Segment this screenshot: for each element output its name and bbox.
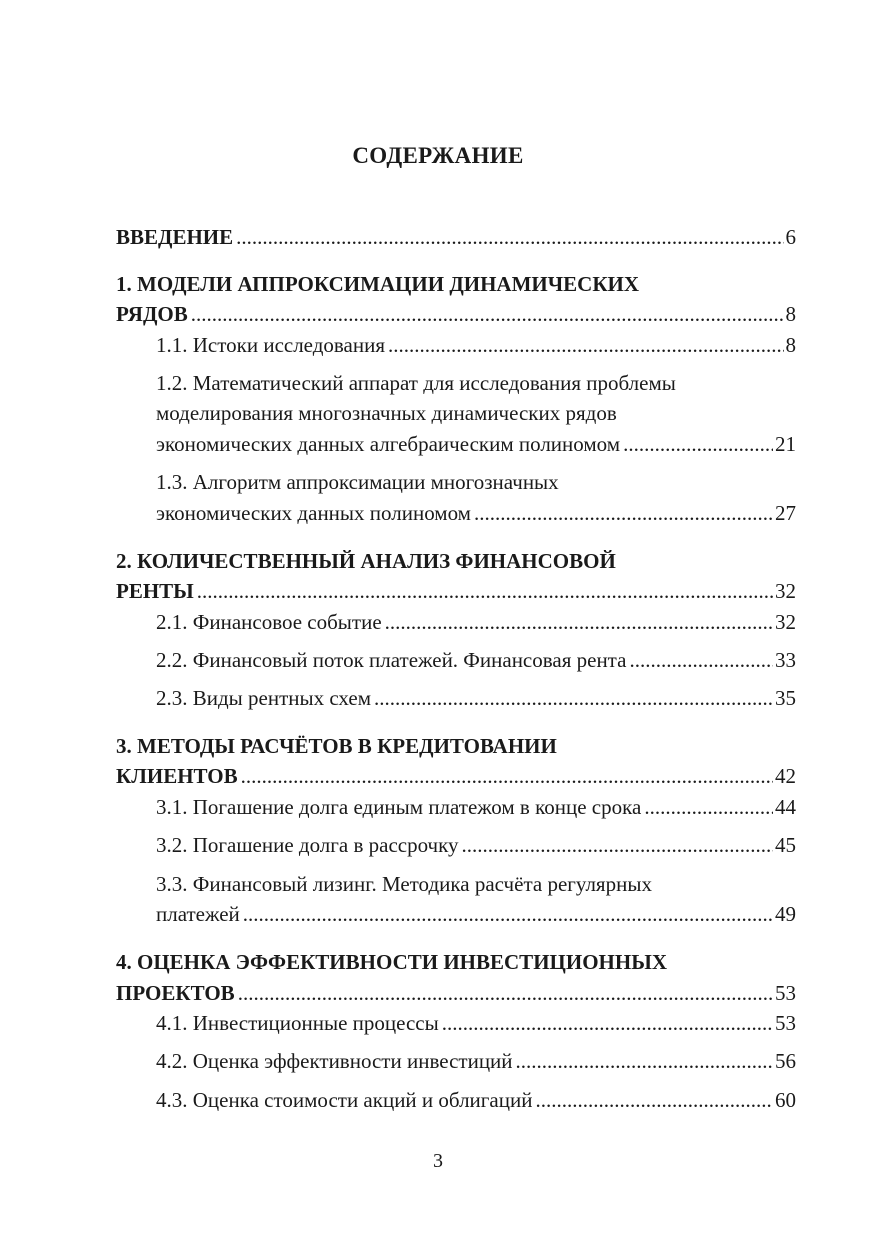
toc-entry-4-1	[156, 1008, 796, 1038]
toc-entry-label: 3.3. Финансовый лизинг. Методика расчёта регулярных	[156, 872, 652, 896]
dot-leader	[623, 429, 773, 459]
toc-section-label: 1. МОДЕЛИ АППРОКСИМАЦИИ ДИНАМИЧЕСКИХ	[116, 272, 640, 296]
toc-entry-1-2-cont2	[156, 429, 796, 459]
toc-entry-2-2	[156, 645, 796, 675]
dot-leader	[516, 1046, 773, 1076]
toc-section-3-heading-cont	[116, 761, 796, 791]
toc-page-number: 8	[785, 302, 796, 326]
toc-page-number: 44	[775, 795, 796, 819]
dot-leader	[241, 761, 773, 791]
toc-entry-label: моделирования многозначных динамических рядов	[156, 401, 617, 425]
toc-entry-introduction	[116, 222, 796, 252]
dot-leader	[388, 330, 783, 360]
toc-page-number: 21	[775, 432, 796, 456]
dot-leader	[629, 645, 773, 675]
toc-entry-label: 1.3. Алгоритм аппроксимации многозначных	[156, 470, 559, 494]
toc-entry-label: экономических данных алгебраическим полиномом	[156, 432, 621, 456]
dot-leader	[236, 222, 783, 252]
toc-section-1-heading	[116, 269, 796, 299]
dot-leader	[243, 899, 773, 929]
toc-page-number: 32	[775, 579, 796, 603]
dot-leader	[535, 1085, 773, 1115]
toc-entry-1-2	[156, 368, 796, 398]
toc-entry-label: 2.2. Финансовый поток платежей. Финансовая рента	[156, 648, 627, 672]
toc-entry-1-3-cont	[156, 498, 796, 528]
toc-entry-2-1	[156, 607, 796, 637]
toc-section-1-heading-cont	[116, 299, 796, 329]
toc-entry-3-3	[156, 869, 796, 899]
toc-page-number: 53	[775, 1011, 796, 1035]
toc-section-4-heading-cont	[116, 978, 796, 1008]
toc-page-number: 49	[775, 902, 796, 926]
toc-entry-label: 1.1. Истоки исследования	[156, 333, 386, 357]
dot-leader	[462, 830, 773, 860]
toc-entry-label: 2.3. Виды рентных схем	[156, 686, 372, 710]
toc-entry-2-3	[156, 683, 796, 713]
dot-leader	[474, 498, 773, 528]
toc-section-label: 2. КОЛИЧЕСТВЕННЫЙ АНАЛИЗ ФИНАНСОВОЙ	[116, 549, 616, 573]
toc-page-number: 60	[775, 1088, 796, 1112]
toc-entry-label: 4.1. Инвестиционные процессы	[156, 1011, 439, 1035]
dot-leader	[374, 683, 773, 713]
toc-page-number: 33	[775, 648, 796, 672]
toc-entry-label: ВВЕДЕНИЕ	[116, 225, 234, 249]
toc-entry-4-3	[156, 1085, 796, 1115]
toc-entry-label: 4.3. Оценка стоимости акций и облигаций	[156, 1088, 533, 1112]
toc-page-number: 32	[775, 610, 796, 634]
toc-entry-label: 4.2. Оценка эффективности инвестиций	[156, 1049, 513, 1073]
dot-leader	[191, 299, 784, 329]
page-title: СОДЕРЖАНИЕ	[352, 143, 524, 168]
toc-section-4-heading	[116, 947, 796, 977]
toc-entry-label: 2.1. Финансовое событие	[156, 610, 382, 634]
toc-section-label: 4. ОЦЕНКА ЭФФЕКТИВНОСТИ ИНВЕСТИЦИОННЫХ	[116, 950, 667, 974]
toc-entry-1-2-cont	[156, 398, 796, 428]
dot-leader	[644, 792, 773, 822]
dot-leader	[238, 978, 773, 1008]
toc-entry-3-3-cont	[156, 899, 796, 929]
dot-leader	[385, 607, 773, 637]
toc-section-label: РЯДОВ	[116, 302, 188, 326]
toc-section-2-heading-cont	[116, 576, 796, 606]
toc-entry-3-2	[156, 830, 796, 860]
toc-entry-label: 1.2. Математический аппарат для исследования проблемы	[156, 371, 676, 395]
page-number: 3	[433, 1150, 443, 1172]
toc-section-label: РЕНТЫ	[116, 579, 194, 603]
toc-page-number: 56	[775, 1049, 796, 1073]
toc-page-number: 6	[785, 225, 796, 249]
toc-page-number: 45	[775, 833, 796, 857]
dot-leader	[442, 1008, 773, 1038]
toc-entry-label: 3.1. Погашение долга единым платежом в конце срока	[156, 795, 642, 819]
toc-entry-4-2	[156, 1046, 796, 1076]
toc-entry-label: платежей	[156, 902, 240, 926]
toc-page-number: 42	[775, 764, 796, 788]
toc-page-number: 53	[775, 981, 796, 1005]
toc-entry-label: 3.2. Погашение долга в рассрочку	[156, 833, 459, 857]
toc-entry-1-3	[156, 467, 796, 497]
toc-page-number: 8	[785, 333, 796, 357]
toc-section-label: КЛИЕНТОВ	[116, 764, 238, 788]
toc-entry-label: экономических данных полиномом	[156, 501, 471, 525]
toc-section-label: ПРОЕКТОВ	[116, 981, 235, 1005]
dot-leader	[197, 576, 773, 606]
toc-section-3-heading	[116, 731, 796, 761]
toc-page-number: 35	[775, 686, 796, 710]
toc-section-2-heading	[116, 546, 796, 576]
toc-entry-3-1	[156, 792, 796, 822]
toc-page-number: 27	[775, 501, 796, 525]
toc-section-label: 3. МЕТОДЫ РАСЧЁТОВ В КРЕДИТОВАНИИ	[116, 734, 557, 758]
toc-entry-1-1	[156, 330, 796, 360]
